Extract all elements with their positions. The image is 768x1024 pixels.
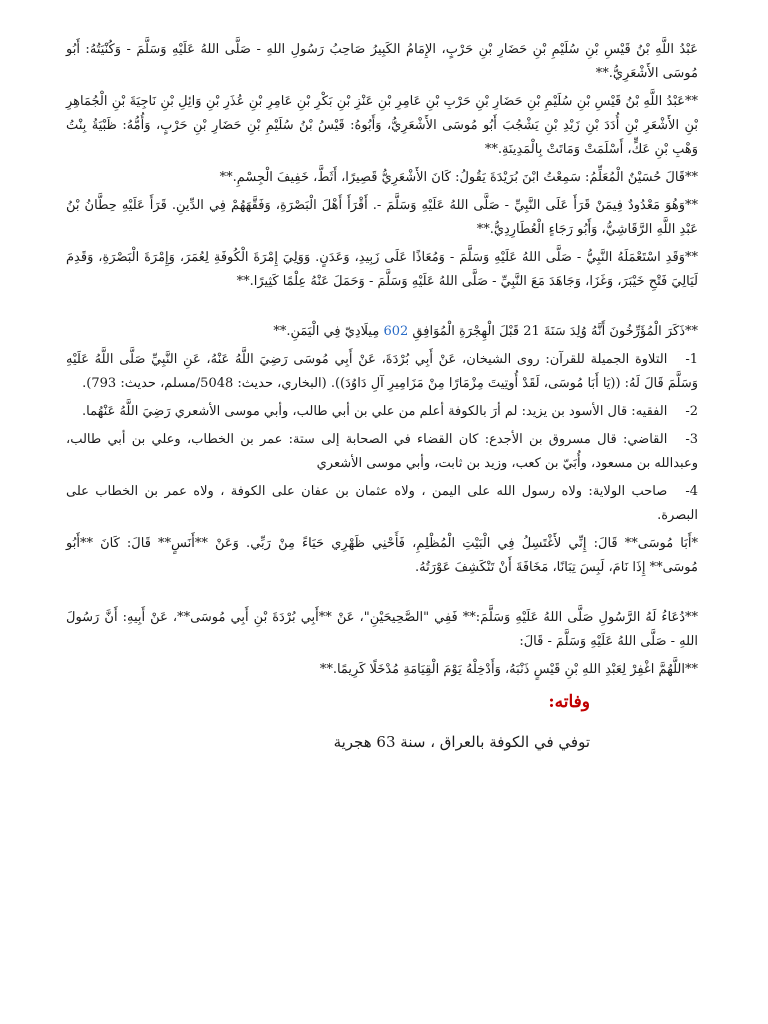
list-item-number: 4- [685, 484, 698, 499]
lineage-paragraph: **عَبْدُ اللَّهِ بْنُ قَيْسِ بْنِ سُلَيْمِ بْنِ حَضَارِ بْنِ حَرْبِ بْنِ عَامِرِ بْنِ عَنْزِ بْنِ بَكْرِ بْنِ عَامِرِ بْنِ عُذَرِ بْنِ وَائِلِ بْنِ نَاجِيَةَ بْنِ الْجُمَاهِرِ بْنِ الأَشْعَرِ بْنِ أُدَدَ بْنِ زَيْدِ بْنِ يَشْجُبَ أَبُو مُوسَى الأَشْعَرِيُّ، وَأَبُوهُ: قَيْسُ بْنُ سُلَيْمِ بْنِ حَضَارِ بْنِ حَرْبٍ، وَأُمُّهُ: ظَبْيَةُ بِنْتُ وَهْبِ بْنِ عَكٍّ، أَسْلَمَتْ وَمَاتَتْ بِالْمَدِينَةِ.** [66, 94, 698, 157]
list-item-text: صاحب الولاية: ولاه رسول الله على اليمن ، ولاه عثمان بن عفان على الكوفة ، ولاه عمر بن الخطاب على البصرة. [66, 484, 698, 523]
death-text: توفي في الكوفة بالعراق ، سنة 63 هجرية [333, 733, 590, 751]
list-item-text: التلاوة الجميلة للقرآن: روى الشيخان، عَنْ أَبِي بُرْدَةَ، عَنْ أَبِي مُوسَى رَضِيَ اللَّهُ عَنْهُ، عَنِ النَّبِيِّ صَلَّى اللَّهُ عَلَيْهِ وَسَلَّمَ قَالَ لَهُ: ((يَا أَبَا مُوسَى، لَقَدْ أُوتِيتَ مِزْمَارًا مِنْ مَزَامِيرِ آلِ دَاوُدَ)). (البخاري، حديث: 5048/مسلم، حديث: 793). [66, 352, 698, 391]
prayer-text-paragraph: **اللَّهُمَّ اغْفِرْ لِعَبْدِ اللهِ بْنِ قَيْسٍ ذَنْبَهُ، وَأَدْخِلْهُ يَوْمَ الْقِيَامَةِ مُدْخَلًا كَرِيمًا.** [319, 662, 698, 677]
modesty-paragraph: *أَبَا مُوسَى** قَالَ: إِنِّي لأَغْتَسِلُ فِي الْبَيْتِ الْمُظْلِمِ، فَأَحْنِي ظَهْرِي حَيَاءً مِنْ رَبِّي. وَعَنْ **أَنَسٍ** قَالَ: كَانَ **أَبُو مُوسَى** إِذَا نَامَ، لَبِسَ تِبَانًا، مَخَافَةَ أَنْ تَنْكَشِفَ عَوْرَتُهُ. [66, 536, 698, 575]
list-item-text: الفقيه: قال الأسود بن يزيد: لم أرَ بالكوفة أعلم من علي بن أبي طالب، وأبي موسى الأشعري رَضِيَ اللَّهُ عَنْهُما. [82, 404, 668, 419]
list-item [66, 400, 698, 424]
list-item [66, 428, 698, 476]
merits-list [66, 348, 698, 528]
spacer [66, 584, 698, 606]
spacer [66, 298, 698, 320]
list-item-text: القاضي: قال مسروق بن الأجدع: كان القضاء في الصحابة إلى ستة: عمر بن الخطاب، وعلي بن أبي طالب، وعبدالله بن مسعود، وأُبَيّ بن كعب، وزيد بن ثابت، وأبي موسى الأشعري [66, 432, 698, 471]
list-item-number: 2- [685, 404, 698, 419]
list-item-number: 3- [685, 432, 698, 447]
reading-paragraph: **وَهُوَ مَعْدُودٌ فِيمَنْ قَرَأَ عَلَى النَّبِيِّ - صَلَّى اللهُ عَلَيْهِ وَسَلَّمَ -. أَقْرَأَ أَهْلَ الْبَصْرَةِ، وَفَقَّهَهُمْ فِي الدِّينِ. قَرَأَ عَلَيْهِ حِطَّانُ بْنُ عَبْدِ اللَّهِ الرَّقَاشِيُّ، وَأَبُو رَجَاءٍ الْعُطَارِدِيُّ.** [66, 198, 698, 237]
birth-paragraph [66, 320, 698, 344]
list-item [66, 348, 698, 396]
birth-year-link[interactable]: 602 [383, 324, 409, 339]
description-paragraph: **قَالَ حُسَيْنٌ الْمُعَلِّمُ: سَمِعْتُ ابْنَ بُرَيْدَةَ يَقُولُ: كَانَ الأَشْعَرِيُّ قَصِيرًا، أَثَطَّ، خَفِيفَ الْجِسْمِ.** [219, 170, 698, 185]
birth-text-before: **ذَكَرَ الْمُؤَرِّخُونَ أَنَّهُ وُلِدَ سَنَةَ 21 قَبْلَ الْهِجْرَةِ الْمُوَافِقِ [408, 324, 698, 339]
prayer-intro-paragraph: **دُعَاءُ لَهُ الرَّسُولِ صَلَّى اللهُ عَلَيْهِ وَسَلَّمَ:** فَفِي "الصَّحِيحَيْنِ"، عَنْ **أَبِي بُرْدَةَ بْنِ أَبِي مُوسَى**، عَنْ أَبِيهِ: أَنَّ رَسُولَ اللهِ - صَلَّى اللهُ عَلَيْهِ وَسَلَّمَ - قَالَ: [66, 610, 698, 649]
birth-text-after: مِيلَادِيّ فِي الْيَمَنِ.** [273, 324, 384, 339]
list-item [66, 480, 698, 528]
governance-paragraph: **وَقَدِ اسْتَعْمَلَهُ النَّبِيُّ - صَلَّى اللهُ عَلَيْهِ وَسَلَّمَ - وَمُعَاذًا عَلَى زَبِيدِ، وَعَدَنٍ. وَوَلِيَ إِمْرَةَ الْكُوفَةِ لِعُمَرَ، وَإِمْرَةَ الْبَصْرَةِ، وَقَدِمَ لَيَالِيَ فَتْحِ خَيْبَرَ، وَغَزَا، وَجَاهَدَ مَعَ النَّبِيِّ - صَلَّى اللهُ عَلَيْهِ وَسَلَّمَ - وَحَمَلَ عَنْهُ عِلْمًا كَثِيرًا.** [66, 250, 698, 289]
death-heading: وفاته: [548, 692, 590, 712]
intro-paragraph: عَبْدُ اللَّهِ بْنُ قَيْسِ بْنِ سُلَيْمِ بْنِ حَضَارِ بْنِ حَرْبٍ، الإِمَامُ الكَبِيرُ صَاحِبُ رَسُولِ اللهِ - صَلَّى اللهُ عَلَيْهِ وَسَلَّمَ - وَكُنْيَتُهُ: أَبُو مُوسَى الأَشْعَرِيُّ.** [66, 42, 698, 81]
list-item-number: 1- [685, 352, 698, 367]
